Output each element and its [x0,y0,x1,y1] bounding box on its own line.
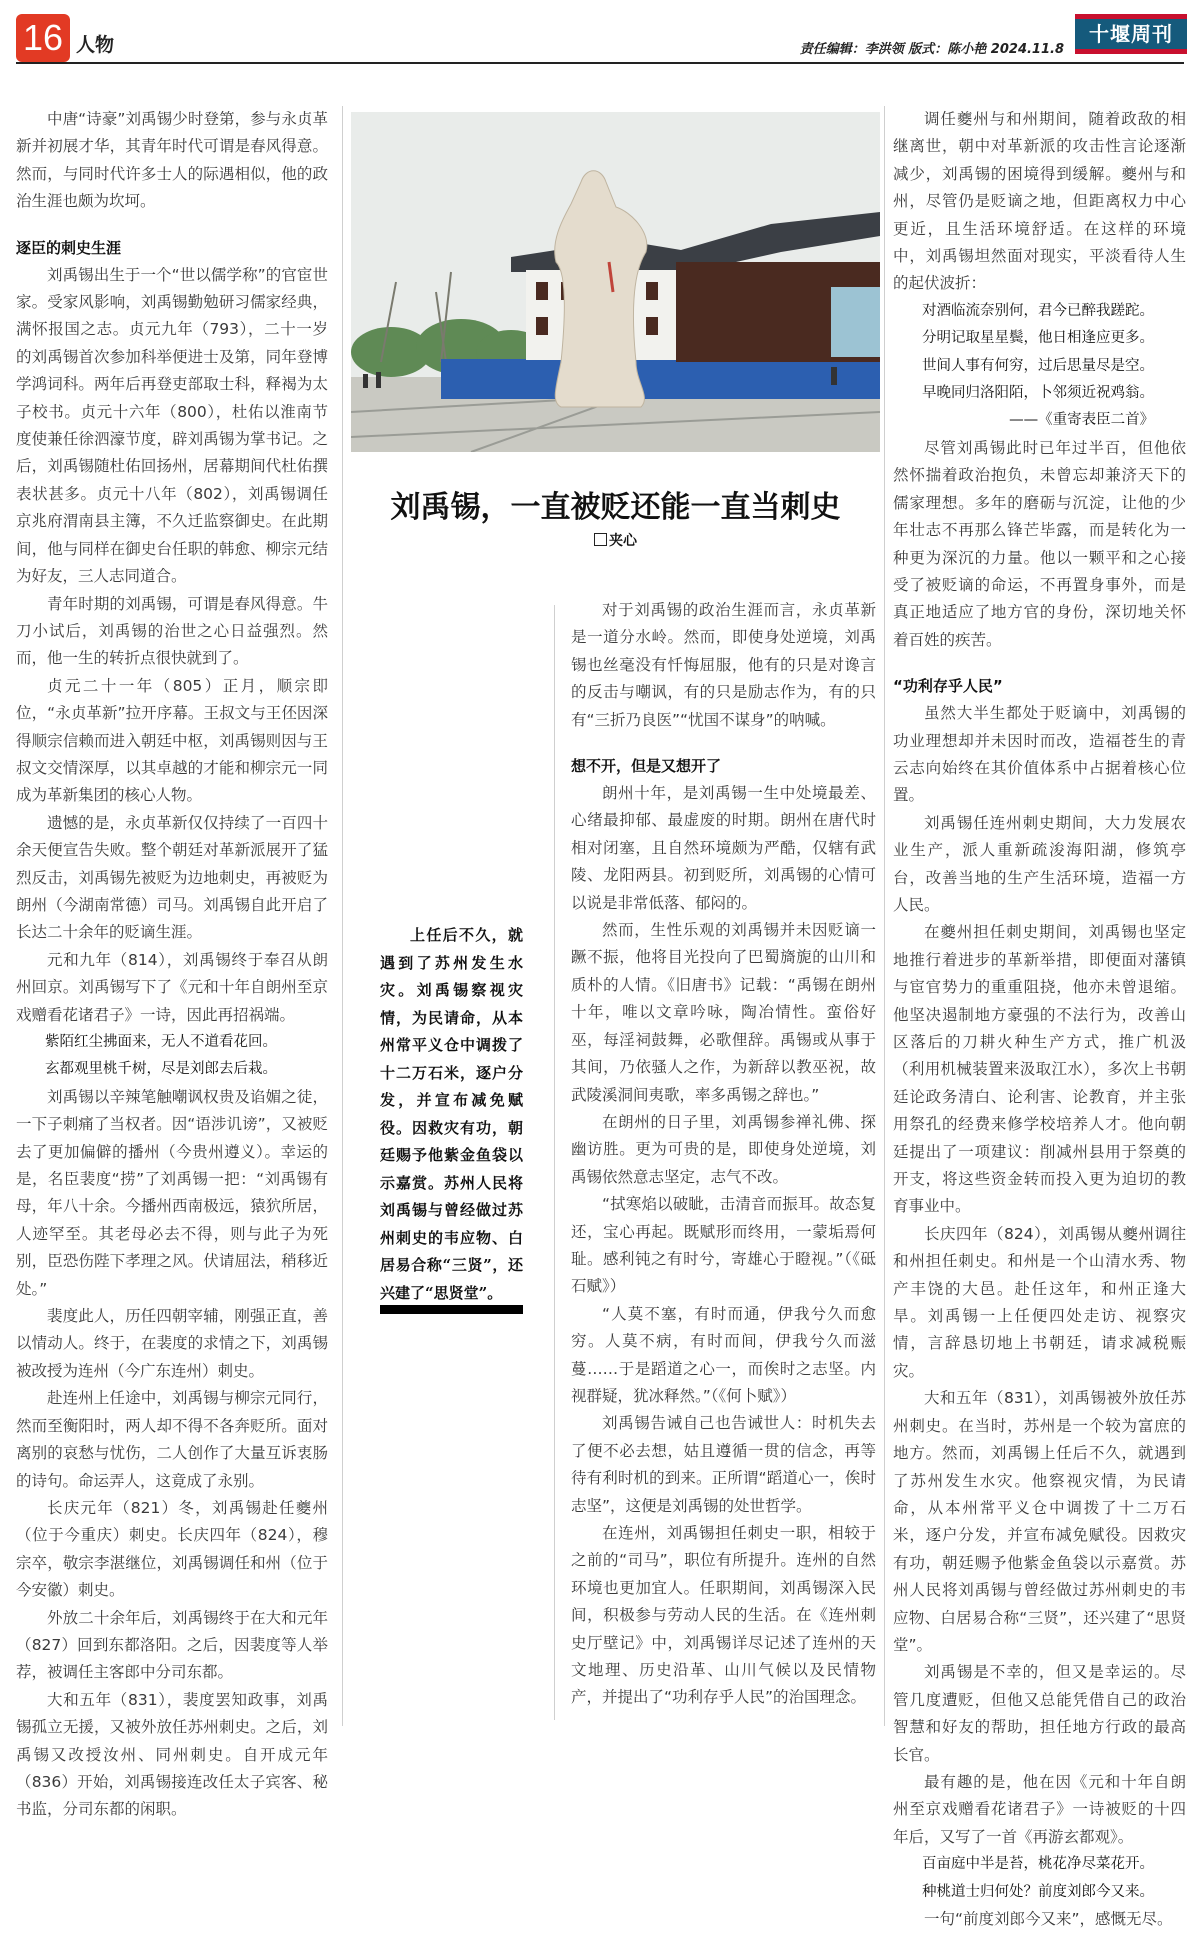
editor-credits: 责任编辑：李洪领 版式：陈小艳 2024.11.8 [799,42,1064,57]
paragraph: 赴连州上任途中，刘禹锡与柳宗元同行，然而至衡阳时，两人却不得不各奔贬所。面对离别的哀愁与忧伤，二人创作了大量互诉衷肠的诗句。命运弄人，这竟成了永别。 [16,1389,328,1490]
paragraph: 刘禹锡任连州刺史期间，大力发展农业生产，派人重新疏浚海阳湖，修筑亭台，改善当地的生产生活环境，造福一方人民。 [893,813,1186,914]
section-title: 人物 [76,34,115,56]
pull-quote-bar [380,1305,523,1314]
paragraph: 最有趣的是，他在因《元和十年自朗州至京戏赠看花诸君子》一诗被贬的十四年后，又写了一首《再游玄都观》。 [893,1772,1186,1846]
paragraph: 中唐“诗豪”刘禹锡少时登第，参与永贞革新并初展才华，其青年时代可谓是春风得意。然而，与同时代许多士人的际遇相似，他的政治生涯也颇为坎坷。 [16,110,328,211]
paragraph: 刘禹锡告诫自己也告诫世人：时机失去了便不必去想，姑且遵循一贯的信念，再等待有利时机的到来。正所谓“蹈道心一，俟时志坚”，这便是刘禹锡的处世哲学。 [571,1414,876,1515]
poem-line: 紫陌红尘拂面来，无人不道看花回。 [45,1034,277,1050]
paragraph: 虽然大半生都处于贬谪中，刘禹锡的功业理想却并未因时而改，造福苍生的青云志向始终在其价值体系中占据着核心位置。 [893,704,1186,805]
article-title: 刘禹锡，一直被贬还能一直当刺史 [390,490,841,525]
paragraph: 调任夔州与和州期间，随着政敌的相继离世，朝中对革新派的攻击性言论逐渐减少，刘禹锡的困境得到缓解。夔州与和州，尽管仍是贬谪之地，但距离权力中心更近，且生活环境舒适。在这样的环境中，刘禹锡坦然面对现实，平淡看待人生的起伏波折： [893,110,1186,293]
column-left [16,106,328,1824]
poem-line: 百亩庭中半是苔，桃花净尽菜花开。 [922,1856,1154,1873]
paragraph: 元和九年（814），刘禹锡终于奉召从朗州回京。刘禹锡写下了《元和十年自朗州至京戏赠看花诸君子》一诗，因此再招祸端。 [16,950,328,1024]
header-rule [16,62,1184,64]
column-middle [571,597,876,1712]
paragraph: 在连州，刘禹锡担任刺史一职，相较于之前的“司马”，职位有所提升。连州的自然环境也更加宜人。任职期间，刘禹锡深入民间，积极参与劳动人民的生活。在《连州刺史厅壁记》中，刘禹锡详尽记述了连州的天文地理、历史沿革、山川气候以及民情物产，并提出了“功利存乎人民”的治国理念。 [571,1524,876,1707]
paragraph: 在夔州担任刺史期间，刘禹锡也坚定地推行着进步的革新举措，即便面对藩镇与宦官势力的重重阻挠，他亦未曾退缩。他坚决遏制地方豪强的不法行为，改善山区落后的刀耕火种生产方式，推广机汲（利用机械装置来汲取江水），多次上书朝廷论政务清白、论利害、论教育，并主张用祭孔的经费来修学校培养人才。他向朝廷提出了一项建议：削减州县用于祭奠的开支，将这些资金转而投入更为迫切的教育事业中。 [893,923,1186,1216]
paragraph: 长庆元年（821）冬，刘禹锡赴任夔州（位于今重庆）刺史。长庆四年（824），穆宗卒，敬宗李湛继位，刘禹锡调任和州（位于今安徽）刺史。 [16,1498,328,1600]
paragraph: 外放二十余年后，刘禹锡终于在大和元年（827）回到东都洛阳。之后，因裴度等人举荐，被调任主客郎中分司东都。 [16,1608,328,1682]
poem-citation: ——《重寄表臣二首》 [1009,412,1155,429]
poem-line: 种桃道士归何处？前度刘郎今又来。 [922,1883,1154,1900]
paragraph: “拭寒焰以破眦，击清音而振耳。故态复还，宝心再起。既赋形而终用，一蒙垢焉何耻。感利钝之有时兮，寄雄心于瞪视。”（《砥石赋》） [571,1195,876,1296]
section-heading: 逐臣的刺史生涯 [16,238,122,257]
paragraph: 尽管刘禹锡此时已年过半百，但他依然怀揣着政治抱负，未曾忘却兼济天下的儒家理想。多年的磨砺与沉淀，让他的少年壮志不再那么锋芒毕露，而是转化为一种更为深沉的力量。他以一颗平和之心接受了被贬谪的命运，不再置身事外，而是真正地适应了地方官的身份，深切地关怀着百姓的疾苦。 [893,438,1186,649]
column-divider [884,106,885,1726]
byline-box-icon [594,533,607,546]
author-name: 夹心 [609,533,637,549]
poem-line: 世间人事有何穷，过后思量尽是空。 [922,357,1154,374]
paragraph: “人莫不塞，有时而通，伊我兮久而愈穷。人莫不病，有时而间，伊我兮久而滋蔓……于是蹈道之心一，而俟时之志坚。内视群疑，犹冰释然。”（《何卜赋》） [571,1304,876,1405]
paragraph: 一句“前度刘郎今又来”，感慨无尽。 [924,1910,1173,1928]
paragraph: 然而，生性乐观的刘禹锡并未因贬谪一蹶不振，他将目光投向了巴蜀旖旎的山川和质朴的人情。《旧唐书》记载：“禹锡在朗州十年，唯以文章吟咏，陶冶情性。蛮俗好巫，每淫祠鼓舞，必歌俚辞。禹锡或从事于其间，乃依骚人之作，为新辞以教巫祝，故武陵溪洞间夷歌，率多禹锡之辞也。” [571,921,876,1104]
column-divider [554,605,555,1720]
byline [351,530,880,550]
paragraph: 对于刘禹锡的政治生涯而言，永贞革新是一道分水岭。然而，即使身处逆境，刘禹锡也丝毫没有忏悔屈服，他有的只是对谗言的反击与嘲讽，有的只是励志作为，有的只有“三折乃良医”“忧国不谋身”的呐喊。 [571,601,876,729]
paragraph: 裴度此人，历任四朝宰辅，刚强正直，善以情动人。终于，在裴度的求情之下，刘禹锡被改授为连州（今广东连州）刺史。 [16,1307,328,1380]
paragraph: 长庆四年（824），刘禹锡从夔州调往和州担任刺史。和州是一个山清水秀、物产丰饶的大邑。赴任这年，和州正逢大旱。刘禹锡一上任便四处走访、视察灾情，言辞恳切地上书朝廷，请求减税赈灾。 [893,1224,1186,1380]
paragraph: 青年时期的刘禹锡，可谓是春风得意。牛刀小试后，刘禹锡的治世之心日益强烈。然而，他一生的转折点很快就到了。 [16,594,328,668]
pull-quote: 上任后不久，就遇到了苏州发生水灾。刘禹锡察视灾情，为民请命，从本州常平义仓中调拨了十二万石米，逐户分发，并宣布减免赋役。因救灾有功，朝廷赐予他紫金鱼袋以示嘉赏。苏州人民将刘禹锡与曾经做过苏州刺史的韦应物、白居易合称“三贤”，还兴建了“思贤堂”。 [380,926,523,1302]
section-heading: “功利存乎人民” [893,677,1003,696]
statue-photo-icon [351,112,880,452]
section-heading: 想不开，但是又想开了 [571,757,722,776]
paragraph: 遗憾的是，永贞革新仅仅持续了一百四十余天便宣告失败。整个朝廷对革新派展开了猛烈反击，刘禹锡先被贬为边地刺史，再被贬为朗州（今湖南常德）司马。刘禹锡自此开启了长达二十余年的贬谪生涯。 [16,813,328,942]
poem-line: 玄都观里桃千树，尽是刘郎去后栽。 [45,1061,277,1078]
poem-line: 分明记取星星鬓，他日相逢应更多。 [922,330,1154,347]
paragraph: 在朗州的日子里，刘禹锡参禅礼佛、探幽访胜。更为可贵的是，即使身处逆境，刘禹锡依然意志坚定，志气不改。 [571,1112,876,1186]
paragraph: 贞元二十一年（805）正月，顺宗即位，“永贞革新”拉开序幕。王叔文与王伾因深得顺宗信赖而进入朝廷中枢，刘禹锡则因与王叔文交情深厚，以其卓越的才能和柳宗元一同成为革新集团的核心人物。 [16,676,328,805]
poem-line: 早晚同归洛阳陌，卜邻须近祝鸡翁。 [922,385,1154,402]
paragraph: 大和五年（831），裴度罢知政事，刘禹锡孤立无援，又被外放任苏州刺史。之后，刘禹锡又改授汝州、同州刺史。自开成元年（836）开始，刘禹锡接连改任太子宾客、秘书监，分司东都的闲职。 [16,1690,328,1819]
column-right [893,106,1186,1933]
statue-photo [351,112,880,452]
newspaper-logo: 十堰周刊 [1075,14,1187,54]
page-number-badge: 16 [16,14,70,62]
paragraph: 刘禹锡出生于一个“世以儒学称”的官宦世家。受家风影响，刘禹锡勤勉研习儒家经典，满怀报国之志。贞元九年（793），二十一岁的刘禹锡首次参加科举便进士及第，同年登博学鸿词科。两年后再登吏部取士科，释褐为太子校书。贞元十六年（800），杜佑以淮南节度使兼任徐泗濠节度，辟刘禹锡为掌书记。之后，刘禹锡随杜佑回扬州，居幕期间代杜佑撰表状甚多。贞元十八年（802），刘禹锡调任京兆府渭南县主簿，不久迁监察御史。在此期间，他与同样在御史台任职的韩愈、柳宗元结为好友，三人志同道合。 [16,265,328,586]
paragraph: 刘禹锡以辛辣笔触嘲讽权贵及谄媚之徒，一下子刺痛了当权者。因“语涉讥谤”，又被贬去了更加偏僻的播州（今贵州遵义）。幸运的是，名臣裴度“捞”了刘禹锡一把：“刘禹锡有母，年八十余。今播州西南极远，猿狖所居，人迹罕至。其老母必去不得，则与此子为死别，臣恐伤陛下孝理之风。伏请屈法，稍移近处。” [16,1087,328,1298]
column-divider [342,106,343,1726]
paragraph: 大和五年（831），刘禹锡被外放任苏州刺史。在当时，苏州是一个较为富庶的地方。然而，刘禹锡上任后不久，就遇到了苏州发生水灾。他察视灾情，为民请命，从本州常平义仓中调拨了十二万石米，逐户分发，并宣布减免赋役。因救灾有功，朝廷赐予他紫金鱼袋以示嘉赏。苏州人民将刘禹锡与曾经做过苏州刺史的韦应物、白居易合称“三贤”，还兴建了“思贤堂”。 [893,1389,1186,1654]
paragraph: 朗州十年，是刘禹锡一生中处境最差、心绪最抑郁、最虚废的时期。朗州在唐代时相对闭塞，且自然环境颇为严酷，仅辖有武陵、龙阳两县。初到贬所，刘禹锡的心情可以说是非常低落、郁闷的。 [571,784,876,912]
poem-line: 对酒临流奈别何，君今已醉我蹉跎。 [922,302,1154,319]
paragraph: 刘禹锡是不幸的，但又是幸运的。尽管几度遭贬，但他又总能凭借自己的政治智慧和好友的帮助，担任地方行政的最高长官。 [893,1663,1186,1764]
